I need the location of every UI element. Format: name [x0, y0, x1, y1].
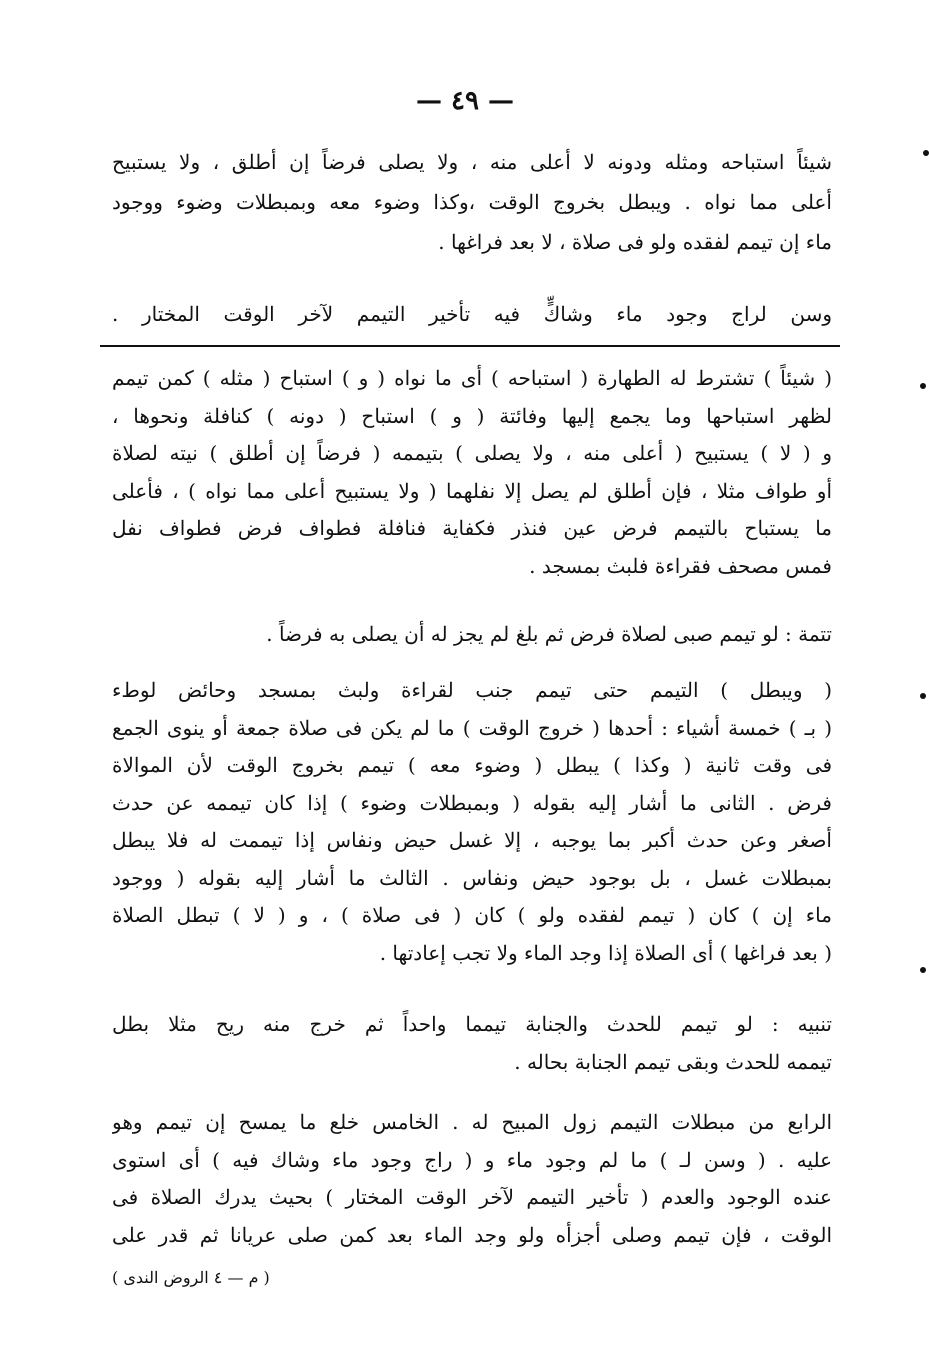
text-line: فمس مصحف فقراءة فلبث بمسجد . [529, 553, 832, 578]
text-line: فى وقت ثانية ( وكذا ) يبطل ( وضوء معه ) تيمم بخروج الوقت لأن الموالاة [112, 753, 832, 777]
separator-rule [100, 345, 840, 347]
commentary-paragraph-3 [112, 1104, 832, 1254]
commentary-note-tatimma [112, 616, 832, 654]
text-line: تنبيه : لو تيمم للحدث والجنابة تيمما واحداً ثم خرج منه ريح مثلا بطل [112, 1012, 832, 1036]
text-line: أو طواف مثلا ، فإن أطلق لم يصل إلا نفلهما ( ولا يستبيح أعلى مما نواه ) ، فأعلى [112, 478, 832, 503]
commentary-paragraph-2 [112, 672, 832, 972]
commentary-paragraph-1 [112, 360, 832, 585]
text-line: ماء إن ) كان ( تيمم لفقده ولو ) كان ( فى صلاة ) ، و ( لا ) تبطل الصلاة [112, 903, 832, 927]
text-line: عليه . ( وسن لـ ) ما لم وجود ماء و ( راج وجود ماء وشاك فيه ) أى استوى [112, 1147, 832, 1172]
main-text-paragraph-1 [112, 142, 832, 262]
text-line: لظهر استباحها وما يجمع إليها وفائتة ( و ) استباح ( دونه ) كنافلة ونحوها ، [112, 403, 832, 428]
text-line: تتمة : لو تيمم صبى لصلاة فرض ثم بلغ لم يجز له أن يصلى به فرضاً . [266, 622, 832, 646]
text-line: شيئاً استباحه ومثله ودونه لا أعلى منه ، ولا يصلى فرضاً إن أطلق ، ولا يستبيح [112, 150, 832, 174]
text-line: ماء إن تيمم لفقده ولو فى صلاة ، لا بعد فراغها . [438, 230, 832, 254]
margin-dot [920, 693, 926, 699]
text-line: فرض . الثانى ما أشار إليه بقوله ( وبمبطلات وضوء ) إذا كان تيممه عن حدث [112, 790, 832, 815]
text-line: تيممه للحدث وبقى تيمم الجنابة بحاله . [514, 1049, 832, 1074]
text-line: عنده الوجود والعدم ( تأخير التيمم لآخر الوقت المختار ) بحيث يدرك الصلاة فى [112, 1185, 832, 1209]
margin-dot [920, 383, 926, 389]
signature-footer: ( م — ٤ الروض الندى ) [112, 1268, 270, 1287]
main-text-paragraph-2 [112, 294, 832, 334]
text-line: ما يستباح بالتيمم فرض عين فنذر فكفاية فنافلة فطواف فرض فطواف نفل [112, 516, 832, 540]
commentary-note-tanbih [112, 1006, 832, 1081]
text-line: ( شيئاً ) تشترط له الطهارة ( استباحه ) أى ما نواه ( و ) استباح ( مثله ) كمن تيمم [112, 366, 832, 390]
text-line: ( بـ ) خمسة أشياء : أحدها ( خروج الوقت ) ما لم يكن فى صلاة جمعة أو ينوى الجمع [112, 715, 832, 740]
text-line: أصغر وعن حدث أكبر بما يوجبه ، إلا غسل حيض ونفاس إذا تيممت له فلا يبطل [112, 828, 832, 852]
text-line: ( بعد فراغها ) أى الصلاة إذا وجد الماء ولا تجب إعادتها . [379, 940, 832, 965]
text-line: ( ويبطل ) التيمم حتى تيمم جنب لقراءة ولبث بمسجد وحائض لوطء [112, 678, 832, 702]
text-line: و ( لا ) يستبيح ( أعلى منه ، ولا يصلى ) بتيممه ( فرضاً إن أطلق ) نيته لصلاة [112, 441, 832, 465]
text-line: وسن لراج وجود ماء وشاكٍّ فيه تأخير التيمم لآخر الوقت المختار . [112, 302, 832, 326]
text-line: بمبطلات غسل ، بل بوجود حيض ونفاس . الثالث ما أشار إليه بقوله ( ووجود [112, 865, 832, 890]
page-number: — ٤٩ — [415, 86, 515, 116]
margin-dot [920, 967, 926, 973]
text-line: الوقت ، فإن تيمم وصلى أجزأه ولو وجد الماء بعد كمن صلى عريانا ثم قدر على [112, 1222, 832, 1247]
text-line: أعلى مما نواه . ويبطل بخروج الوقت ،وكذا وضوء معه وبمبطلات وضوء ووجود [112, 190, 832, 214]
margin-dot [923, 150, 929, 156]
text-line: الرابع من مبطلات التيمم زول المبيح له . الخامس خلع ما يمسح إن تيمم وهو [112, 1110, 832, 1134]
